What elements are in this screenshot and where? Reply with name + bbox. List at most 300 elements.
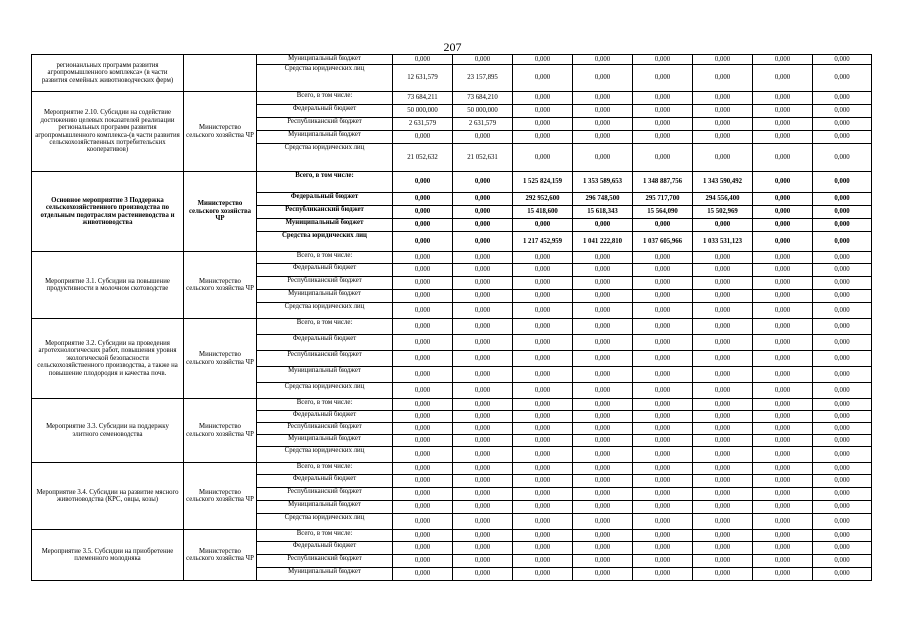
table-row: [32, 92, 872, 105]
amount-cell: 0,000: [453, 319, 513, 335]
table-row: [32, 399, 872, 411]
event-name-cell: регионанльных программ развития агропромышленного комплекса» (в части развития семейных животноводческих ферм): [32, 55, 184, 92]
amount-cell: 0,000: [813, 92, 872, 105]
amount-cell: 0,000: [813, 219, 872, 232]
funding-source-cell: Муниципальный бюджет: [257, 290, 393, 303]
amount-cell: 0,000: [453, 290, 513, 303]
funding-source-cell: Муниципальный бюджет: [257, 435, 393, 447]
amount-cell: 0,000: [633, 65, 693, 92]
amount-cell: 0,000: [693, 105, 753, 118]
event-name-cell: Мероприятие 3.4. Субсидии на развитие мясного животноводства (КРС, овцы, козы): [32, 463, 184, 530]
amount-cell: 0,000: [693, 463, 753, 475]
amount-cell: 0,000: [813, 144, 872, 172]
amount-cell: 0,000: [693, 65, 753, 92]
amount-cell: 0,000: [573, 277, 633, 290]
amount-cell: 0,000: [753, 55, 813, 65]
funding-source-cell: Федеральный бюджет: [257, 335, 393, 351]
amount-cell: 0,000: [813, 303, 872, 319]
table-row: [32, 172, 872, 193]
amount-cell: 0,000: [753, 92, 813, 105]
amount-cell: 0,000: [573, 463, 633, 475]
amount-cell: 0,000: [393, 435, 453, 447]
amount-cell: 0,000: [693, 411, 753, 423]
amount-cell: 0,000: [813, 463, 872, 475]
executor-cell: Министерство сельского хозяйства ЧР: [184, 399, 257, 463]
amount-cell: 0,000: [813, 131, 872, 144]
amount-cell: 0,000: [513, 118, 573, 131]
amount-cell: 0,000: [633, 277, 693, 290]
amount-cell: 0,000: [753, 290, 813, 303]
amount-cell: 0,000: [453, 514, 513, 530]
amount-cell: 0,000: [813, 172, 872, 193]
amount-cell: 0,000: [753, 252, 813, 264]
amount-cell: 0,000: [513, 542, 573, 555]
amount-cell: 0,000: [633, 219, 693, 232]
amount-cell: 0,000: [513, 399, 573, 411]
amount-cell: 0,000: [573, 319, 633, 335]
amount-cell: 0,000: [513, 411, 573, 423]
amount-cell: 0,000: [393, 399, 453, 411]
amount-cell: 0,000: [453, 475, 513, 488]
amount-cell: 2 631,579: [393, 118, 453, 131]
amount-cell: 0,000: [573, 501, 633, 514]
amount-cell: 0,000: [573, 383, 633, 399]
amount-cell: 0,000: [753, 219, 813, 232]
amount-cell: 0,000: [513, 530, 573, 542]
funding-source-cell: Федеральный бюджет: [257, 542, 393, 555]
amount-cell: 0,000: [513, 383, 573, 399]
amount-cell: 0,000: [813, 423, 872, 435]
amount-cell: 0,000: [573, 118, 633, 131]
amount-cell: 0,000: [453, 232, 513, 252]
amount-cell: 0,000: [693, 568, 753, 581]
amount-cell: 21 052,632: [393, 144, 453, 172]
amount-cell: 0,000: [453, 530, 513, 542]
executor-cell: Министерство сельского хозяйства ЧР: [184, 252, 257, 319]
amount-cell: 1 343 590,492: [693, 172, 753, 193]
amount-cell: 12 631,579: [393, 65, 453, 92]
amount-cell: 0,000: [393, 530, 453, 542]
amount-cell: 0,000: [633, 351, 693, 367]
amount-cell: 0,000: [633, 252, 693, 264]
amount-cell: 0,000: [693, 290, 753, 303]
amount-cell: 0,000: [813, 351, 872, 367]
amount-cell: 0,000: [693, 555, 753, 568]
amount-cell: 1 353 589,653: [573, 172, 633, 193]
amount-cell: 0,000: [633, 118, 693, 131]
amount-cell: 0,000: [753, 105, 813, 118]
amount-cell: 0,000: [453, 351, 513, 367]
amount-cell: 0,000: [633, 435, 693, 447]
amount-cell: 0,000: [573, 335, 633, 351]
amount-cell: 0,000: [573, 252, 633, 264]
executor-cell: Министерство сельского хозяйства ЧР: [184, 172, 257, 252]
executor-cell: Министерство сельского хозяйства ЧР: [184, 530, 257, 581]
amount-cell: 0,000: [753, 435, 813, 447]
amount-cell: 0,000: [393, 383, 453, 399]
amount-cell: 0,000: [453, 172, 513, 193]
amount-cell: 0,000: [573, 435, 633, 447]
amount-cell: 23 157,895: [453, 65, 513, 92]
executor-cell: [184, 55, 257, 92]
amount-cell: 0,000: [633, 319, 693, 335]
amount-cell: 0,000: [573, 290, 633, 303]
amount-cell: 0,000: [753, 542, 813, 555]
funding-source-cell: Федеральный бюджет: [257, 193, 393, 206]
amount-cell: 0,000: [573, 568, 633, 581]
amount-cell: 0,000: [633, 144, 693, 172]
amount-cell: 0,000: [573, 367, 633, 383]
amount-cell: 0,000: [393, 447, 453, 463]
amount-cell: 0,000: [513, 303, 573, 319]
amount-cell: 0,000: [693, 92, 753, 105]
amount-cell: 1 037 605,966: [633, 232, 693, 252]
amount-cell: 0,000: [513, 277, 573, 290]
funding-source-cell: Республиканский бюджет: [257, 206, 393, 219]
amount-cell: 0,000: [633, 488, 693, 501]
funding-source-cell: Средства юридических лиц: [257, 383, 393, 399]
amount-cell: 0,000: [753, 131, 813, 144]
amount-cell: 0,000: [693, 144, 753, 172]
amount-cell: 0,000: [513, 475, 573, 488]
amount-cell: 0,000: [753, 463, 813, 475]
amount-cell: 0,000: [453, 568, 513, 581]
amount-cell: 0,000: [693, 351, 753, 367]
amount-cell: 0,000: [393, 55, 453, 65]
amount-cell: 0,000: [753, 232, 813, 252]
amount-cell: 0,000: [453, 542, 513, 555]
funding-source-cell: Средства юридических лиц: [257, 65, 393, 92]
page-number: 207: [443, 40, 462, 54]
amount-cell: 1 525 824,159: [513, 172, 573, 193]
amount-cell: 0,000: [453, 252, 513, 264]
amount-cell: 0,000: [393, 411, 453, 423]
amount-cell: 0,000: [393, 193, 453, 206]
amount-cell: 0,000: [513, 514, 573, 530]
amount-cell: 0,000: [513, 555, 573, 568]
amount-cell: 0,000: [573, 131, 633, 144]
amount-cell: 0,000: [513, 144, 573, 172]
funding-source-cell: Республиканский бюджет: [257, 555, 393, 568]
amount-cell: 295 717,700: [633, 193, 693, 206]
amount-cell: 0,000: [753, 144, 813, 172]
amount-cell: 0,000: [813, 118, 872, 131]
amount-cell: 0,000: [813, 55, 872, 65]
table-row: [32, 463, 872, 475]
amount-cell: 0,000: [453, 206, 513, 219]
amount-cell: 0,000: [513, 447, 573, 463]
amount-cell: 0,000: [393, 501, 453, 514]
amount-cell: 0,000: [813, 435, 872, 447]
funding-source-cell: Федеральный бюджет: [257, 105, 393, 118]
amount-cell: 0,000: [813, 447, 872, 463]
amount-cell: 0,000: [813, 105, 872, 118]
amount-cell: 0,000: [573, 264, 633, 277]
executor-cell: Министерство сельского хозяйства ЧР: [184, 92, 257, 172]
amount-cell: 0,000: [693, 118, 753, 131]
amount-cell: 0,000: [693, 277, 753, 290]
amount-cell: 292 952,600: [513, 193, 573, 206]
amount-cell: 0,000: [693, 367, 753, 383]
amount-cell: 0,000: [753, 399, 813, 411]
amount-cell: 0,000: [693, 252, 753, 264]
amount-cell: 0,000: [513, 501, 573, 514]
funding-source-cell: Всего, в том числе:: [257, 172, 393, 193]
amount-cell: 0,000: [513, 252, 573, 264]
amount-cell: 0,000: [633, 423, 693, 435]
amount-cell: 73 684,210: [453, 92, 513, 105]
amount-cell: 0,000: [453, 501, 513, 514]
funding-source-cell: Федеральный бюджет: [257, 475, 393, 488]
amount-cell: 0,000: [633, 568, 693, 581]
amount-cell: 0,000: [753, 367, 813, 383]
funding-source-cell: Средства юридических лиц: [257, 144, 393, 172]
amount-cell: 0,000: [633, 542, 693, 555]
amount-cell: 0,000: [573, 303, 633, 319]
event-name-cell: Мероприятие 3.3. Субсидии на поддержку элитного семеноводства: [32, 399, 184, 463]
amount-cell: 0,000: [693, 501, 753, 514]
amount-cell: 0,000: [633, 555, 693, 568]
amount-cell: 0,000: [753, 488, 813, 501]
amount-cell: 0,000: [633, 447, 693, 463]
amount-cell: 0,000: [753, 475, 813, 488]
amount-cell: 0,000: [633, 131, 693, 144]
amount-cell: 0,000: [513, 290, 573, 303]
funding-source-cell: Всего, в том числе:: [257, 399, 393, 411]
amount-cell: 0,000: [813, 277, 872, 290]
amount-cell: 0,000: [633, 501, 693, 514]
amount-cell: 0,000: [633, 335, 693, 351]
funding-source-cell: Республиканский бюджет: [257, 118, 393, 131]
amount-cell: 0,000: [573, 351, 633, 367]
amount-cell: 0,000: [753, 172, 813, 193]
table-row: [32, 319, 872, 335]
amount-cell: 0,000: [453, 367, 513, 383]
event-name-cell: Основное мероприятие 3 Поддержка сельскохозяйственного производства по отдельным подотраслям растениеводства и животноводства: [32, 172, 184, 252]
amount-cell: 0,000: [693, 335, 753, 351]
amount-cell: 0,000: [753, 303, 813, 319]
amount-cell: 0,000: [693, 319, 753, 335]
amount-cell: 0,000: [813, 501, 872, 514]
amount-cell: 0,000: [573, 411, 633, 423]
amount-cell: 0,000: [753, 335, 813, 351]
amount-cell: 0,000: [573, 555, 633, 568]
table-row: [32, 55, 872, 65]
amount-cell: 0,000: [393, 206, 453, 219]
amount-cell: 15 502,969: [693, 206, 753, 219]
amount-cell: 73 684,211: [393, 92, 453, 105]
table-row: [32, 530, 872, 542]
amount-cell: 0,000: [513, 55, 573, 65]
amount-cell: 294 556,400: [693, 193, 753, 206]
amount-cell: 0,000: [393, 555, 453, 568]
amount-cell: 1 033 531,123: [693, 232, 753, 252]
amount-cell: 0,000: [393, 542, 453, 555]
amount-cell: 0,000: [453, 277, 513, 290]
funding-source-cell: Федеральный бюджет: [257, 264, 393, 277]
amount-cell: 0,000: [813, 367, 872, 383]
amount-cell: 0,000: [453, 219, 513, 232]
amount-cell: 0,000: [813, 399, 872, 411]
amount-cell: 0,000: [753, 65, 813, 92]
amount-cell: 0,000: [453, 423, 513, 435]
amount-cell: 21 052,631: [453, 144, 513, 172]
amount-cell: 1 041 222,810: [573, 232, 633, 252]
funding-source-cell: Муниципальный бюджет: [257, 367, 393, 383]
amount-cell: 0,000: [813, 568, 872, 581]
amount-cell: 0,000: [573, 530, 633, 542]
table-row: [32, 252, 872, 264]
amount-cell: 0,000: [393, 463, 453, 475]
amount-cell: 0,000: [393, 475, 453, 488]
funding-source-cell: Всего, в том числе:: [257, 252, 393, 264]
amount-cell: 0,000: [693, 55, 753, 65]
amount-cell: 0,000: [393, 131, 453, 144]
amount-cell: 0,000: [393, 219, 453, 232]
amount-cell: 0,000: [393, 367, 453, 383]
amount-cell: 50 000,000: [393, 105, 453, 118]
amount-cell: 0,000: [393, 232, 453, 252]
amount-cell: 0,000: [753, 193, 813, 206]
amount-cell: 2 631,579: [453, 118, 513, 131]
funding-source-cell: Республиканский бюджет: [257, 488, 393, 501]
amount-cell: 0,000: [813, 264, 872, 277]
amount-cell: 0,000: [393, 514, 453, 530]
amount-cell: 0,000: [753, 277, 813, 290]
amount-cell: 0,000: [513, 351, 573, 367]
amount-cell: 0,000: [453, 193, 513, 206]
amount-cell: 0,000: [513, 488, 573, 501]
funding-source-cell: Средства юридических лиц: [257, 447, 393, 463]
amount-cell: 0,000: [393, 351, 453, 367]
amount-cell: 0,000: [393, 568, 453, 581]
amount-cell: 0,000: [813, 193, 872, 206]
amount-cell: 0,000: [693, 435, 753, 447]
amount-cell: 0,000: [693, 219, 753, 232]
event-name-cell: Мероприятие 3.1. Субсидии на повышение продуктивности в молочном скотоводстве: [32, 252, 184, 319]
amount-cell: 0,000: [393, 277, 453, 290]
amount-cell: 0,000: [513, 65, 573, 92]
amount-cell: 296 748,500: [573, 193, 633, 206]
amount-cell: 0,000: [633, 475, 693, 488]
funding-source-cell: Средства юридических лиц: [257, 232, 393, 252]
amount-cell: 0,000: [393, 252, 453, 264]
amount-cell: 0,000: [573, 219, 633, 232]
amount-cell: 0,000: [453, 435, 513, 447]
funding-source-cell: Республиканский бюджет: [257, 277, 393, 290]
event-name-cell: Мероприятие 3.5. Субсидии на приобретение племенного молодняка: [32, 530, 184, 581]
amount-cell: 0,000: [813, 411, 872, 423]
amount-cell: 0,000: [453, 411, 513, 423]
amount-cell: 0,000: [693, 447, 753, 463]
amount-cell: 0,000: [393, 172, 453, 193]
amount-cell: 0,000: [513, 568, 573, 581]
amount-cell: 0,000: [633, 92, 693, 105]
amount-cell: 0,000: [753, 264, 813, 277]
funding-source-cell: Всего, в том числе:: [257, 530, 393, 542]
funding-source-cell: Республиканский бюджет: [257, 351, 393, 367]
amount-cell: 0,000: [753, 118, 813, 131]
amount-cell: 0,000: [633, 399, 693, 411]
event-name-cell: Мероприятие 3.2. Субсидии на проведения агротехнологических работ, повышения уровня экологической безопасности сельскохозяйственного производства, а также на повышение плодородия и качества почв.: [32, 319, 184, 399]
funding-source-cell: Средства юридических лиц: [257, 514, 393, 530]
amount-cell: 1 348 887,756: [633, 172, 693, 193]
amount-cell: 0,000: [753, 530, 813, 542]
amount-cell: 0,000: [693, 423, 753, 435]
amount-cell: 0,000: [393, 488, 453, 501]
budget-table: [31, 54, 872, 581]
amount-cell: 0,000: [573, 55, 633, 65]
funding-source-cell: Всего, в том числе:: [257, 92, 393, 105]
amount-cell: 0,000: [813, 530, 872, 542]
amount-cell: 0,000: [753, 411, 813, 423]
amount-cell: 0,000: [813, 206, 872, 219]
amount-cell: 0,000: [513, 219, 573, 232]
amount-cell: 0,000: [753, 206, 813, 219]
funding-source-cell: Муниципальный бюджет: [257, 55, 393, 65]
amount-cell: 0,000: [453, 335, 513, 351]
funding-source-cell: Муниципальный бюджет: [257, 219, 393, 232]
amount-cell: 0,000: [633, 290, 693, 303]
funding-source-cell: Всего, в том числе:: [257, 319, 393, 335]
amount-cell: 0,000: [813, 555, 872, 568]
amount-cell: 0,000: [753, 555, 813, 568]
amount-cell: 0,000: [513, 92, 573, 105]
amount-cell: 0,000: [753, 383, 813, 399]
funding-source-cell: Муниципальный бюджет: [257, 568, 393, 581]
amount-cell: 0,000: [393, 303, 453, 319]
amount-cell: 0,000: [513, 105, 573, 118]
amount-cell: 0,000: [813, 290, 872, 303]
amount-cell: 0,000: [393, 290, 453, 303]
amount-cell: 0,000: [573, 65, 633, 92]
amount-cell: 0,000: [753, 447, 813, 463]
amount-cell: 0,000: [753, 514, 813, 530]
amount-cell: 0,000: [813, 65, 872, 92]
amount-cell: 0,000: [813, 514, 872, 530]
amount-cell: 0,000: [633, 55, 693, 65]
amount-cell: 0,000: [633, 383, 693, 399]
amount-cell: 0,000: [453, 555, 513, 568]
funding-source-cell: Всего, в том числе:: [257, 463, 393, 475]
amount-cell: 0,000: [513, 131, 573, 144]
amount-cell: 0,000: [813, 475, 872, 488]
amount-cell: 0,000: [453, 303, 513, 319]
amount-cell: 0,000: [693, 399, 753, 411]
amount-cell: 0,000: [573, 514, 633, 530]
funding-source-cell: Средства юридических лиц: [257, 303, 393, 319]
amount-cell: 15 618,343: [573, 206, 633, 219]
amount-cell: 0,000: [693, 475, 753, 488]
amount-cell: 0,000: [573, 542, 633, 555]
amount-cell: 0,000: [813, 319, 872, 335]
amount-cell: 0,000: [693, 264, 753, 277]
amount-cell: 0,000: [813, 383, 872, 399]
amount-cell: 0,000: [573, 105, 633, 118]
amount-cell: 0,000: [633, 367, 693, 383]
funding-source-cell: Республиканский бюджет: [257, 423, 393, 435]
amount-cell: 0,000: [633, 411, 693, 423]
amount-cell: 0,000: [693, 303, 753, 319]
amount-cell: 0,000: [453, 383, 513, 399]
amount-cell: 0,000: [513, 463, 573, 475]
amount-cell: 0,000: [453, 399, 513, 411]
amount-cell: 0,000: [573, 447, 633, 463]
amount-cell: 0,000: [693, 542, 753, 555]
amount-cell: 0,000: [753, 351, 813, 367]
amount-cell: 0,000: [633, 303, 693, 319]
amount-cell: 0,000: [693, 383, 753, 399]
